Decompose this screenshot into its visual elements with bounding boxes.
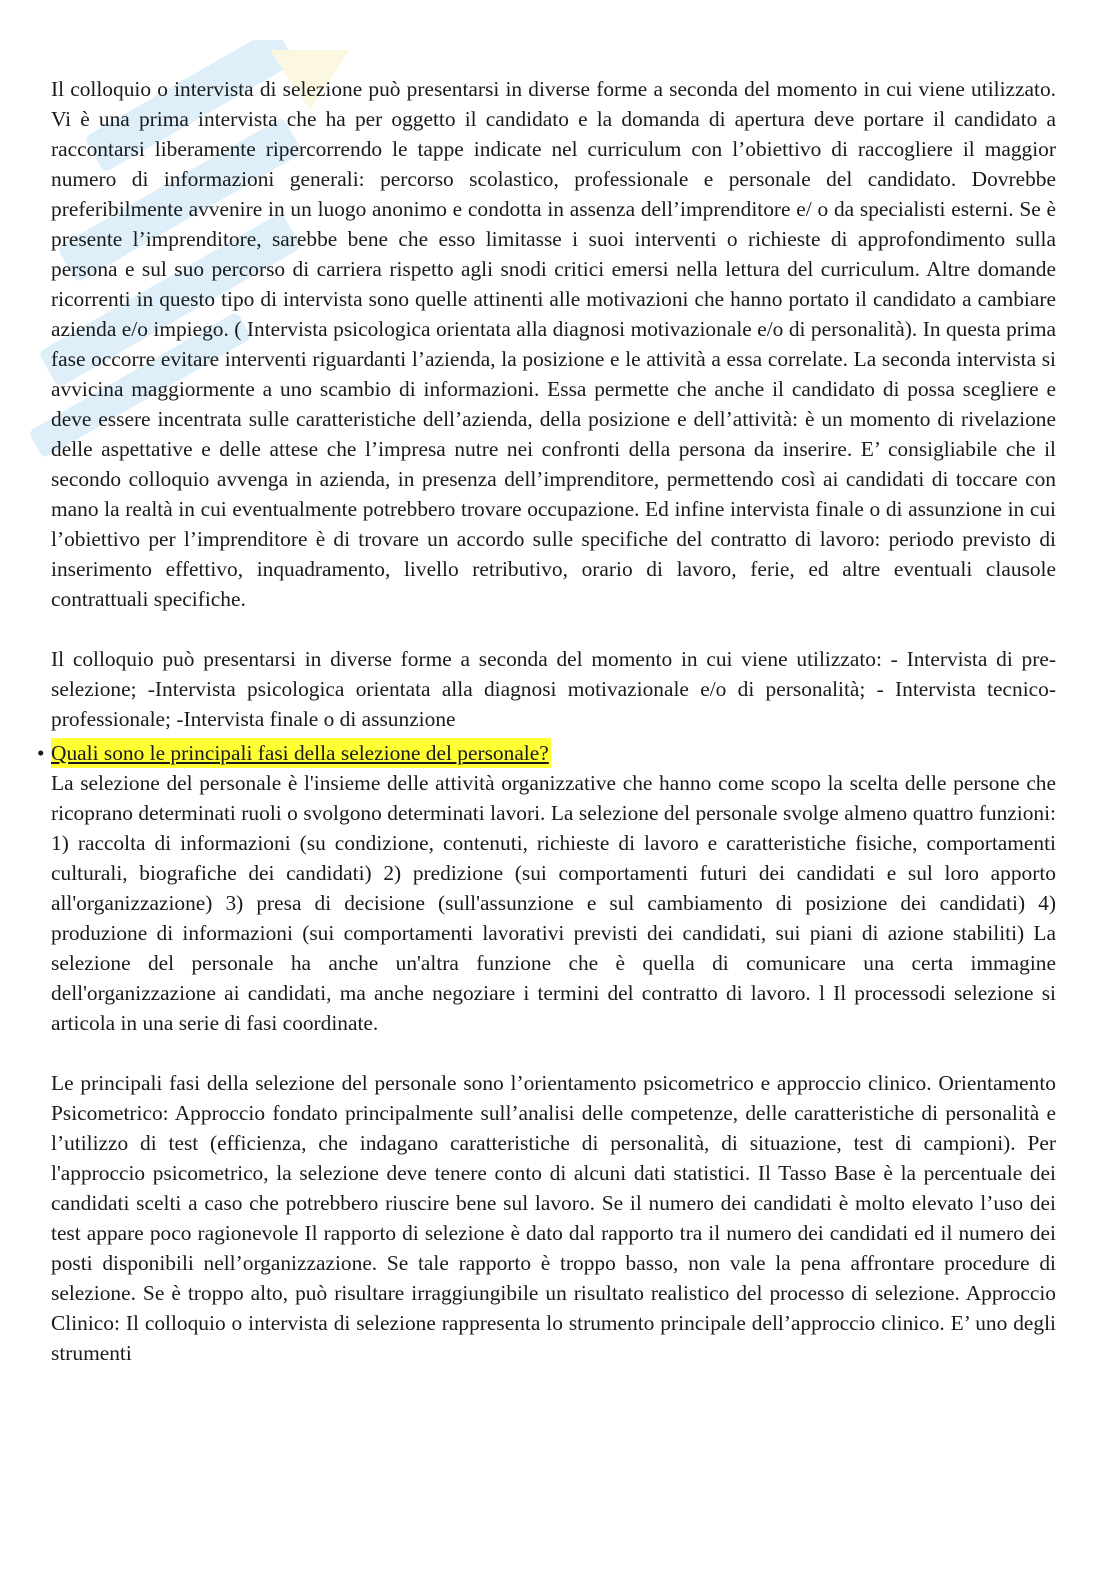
paragraph-interview-forms: Il colloquio o intervista di selezione può presentarsi in diverse forme a seconda del momento in cui viene utilizzato. Vi è una prima intervista che ha per oggetto il candidato e la domanda di apertura deve portare il candidato a raccontarsi liberamente ripercorrendo le tappe indicate nel curriculum con l’obiettivo di raccogliere il maggior numero di informazioni generali: percorso scolastico, professionale e personale del candidato. Dovrebbe preferibilmente avvenire in un luogo anonimo e condotta in assenza dell’imprenditore e/ o da specialisti esterni. Se è presente l’imprenditore, sarebbe bene che esso limitasse i suoi interventi o richieste di approfondimento sulla persona e sul suo percorso di carriera rispetto agli snodi critici emersi nella lettura del curriculum. Altre domande ricorrenti in questo tipo di intervista sono quelle attinenti alle motivazioni che hanno portato il candidato a cambiare azienda e/o impiego. ( Intervista psicologica orientata alla diagnosi motivazionale e/o di personalità). In questa prima fase occorre evitare interventi riguardanti l’azienda, la posizione e le attività a essa correlate. La seconda intervista si avvicina maggiormente a uno scambio di informazioni. Essa permette che anche il candidato di possa scegliere e deve essere incentrata sulle caratteristiche dell’azienda, della posizione e dell’attività: è un momento di rivelazione delle aspettative e delle attese che l’impresa nutre nei confronti della persona da inserire. E’ consigliabile che il secondo colloquio avvenga in azienda, in presenza dell’imprenditore, permettendo così ai candidati di toccare con mano la realtà in cui eventualmente potrebbero trovare occupazione. Ed infine intervista finale o di assunzione in cui l’obiettivo per l’imprenditore è di trovare un accordo sulle specifiche del contratto di lavoro: periodo previsto di inserimento effettivo, inquadramento, livello retributivo, orario di lavoro, ferie, ed altre eventuali clausole contrattuali specifiche.	[51, 77, 1056, 611]
paragraph-interview-types: Il colloquio può presentarsi in diverse forme a seconda del momento in cui viene utilizzato: - Intervista di pre-selezione; -Intervista psicologica orientata alla diagnosi motivazionale e/o di personalità; - Intervista tecnico-professionale; -Intervista finale o di assunzione	[51, 647, 1056, 731]
paragraph-selection-phases: Le principali fasi della selezione del personale sono l’orientamento psicometrico e approccio clinico. Orientamento Psicometrico: Approccio fondato principalmente sull’analisi delle competenze, delle caratteristiche di personalità e l’utilizzo di test (efficienza, che indagano caratteristiche di personalità, di situazione, test di campioni). Per l'approccio psicometrico, la selezione deve tenere conto di alcuni dati statistici. Il Tasso Base è la percentuale dei candidati scelti a caso che potrebbero riuscire bene sul lavoro. Se il numero dei candidati è molto elevato l’uso dei test appare poco ragionevole Il rapporto di selezione è dato dal rapporto tra il numero dei candidati ed il numero dei posti disponibili nell’organizzazione. Se tale rapporto è troppo basso, non vale la pena affrontare procedure di selezione. Se è troppo alto, può risultare irraggiungibile un risultato realistico del processo di selezione. Approccio Clinico: Il colloquio o intervista di selezione rappresenta lo strumento principale dell’approccio clinico. E’ uno degli strumenti	[51, 1071, 1056, 1365]
question-item	[37, 738, 1056, 768]
bullet-icon: •	[37, 741, 45, 765]
paragraph-spacer	[51, 1038, 1056, 1068]
paragraph-selection-functions: La selezione del personale è l'insieme delle attività organizzative che hanno come scopo la scelta delle persone che ricoprano determinati ruoli o svolgono determinati lavori. La selezione del personale svolge almeno quattro funzioni: 1) raccolta di informazioni (su condizione, contenuti, richieste di lavoro e caratteristiche fisiche, comportamenti culturali, biografiche dei candidati) 2) predizione (sui comportamenti futuri dei candidati e sul loro apporto all'organizzazione) 3) presa di decisione (sull'assunzione e sul cambiamento di posizione dei candidati) 4) produzione di informazioni (sui comportamenti lavorativi previsti dei candidati, sui piani di azione stabiliti) La selezione del personale ha anche un'altra funzione che è quella di comunicare una certa immagine dell'organizzazione ai candidati, ma anche negoziare i termini del contratto di lavoro. l Il processodi selezione si articola in una serie di fasi coordinate.	[51, 771, 1056, 1035]
paragraph-spacer	[51, 614, 1056, 644]
document-page	[37, 74, 1056, 1368]
highlighted-question: Quali sono le principali fasi della selezione del personale?	[51, 738, 551, 768]
